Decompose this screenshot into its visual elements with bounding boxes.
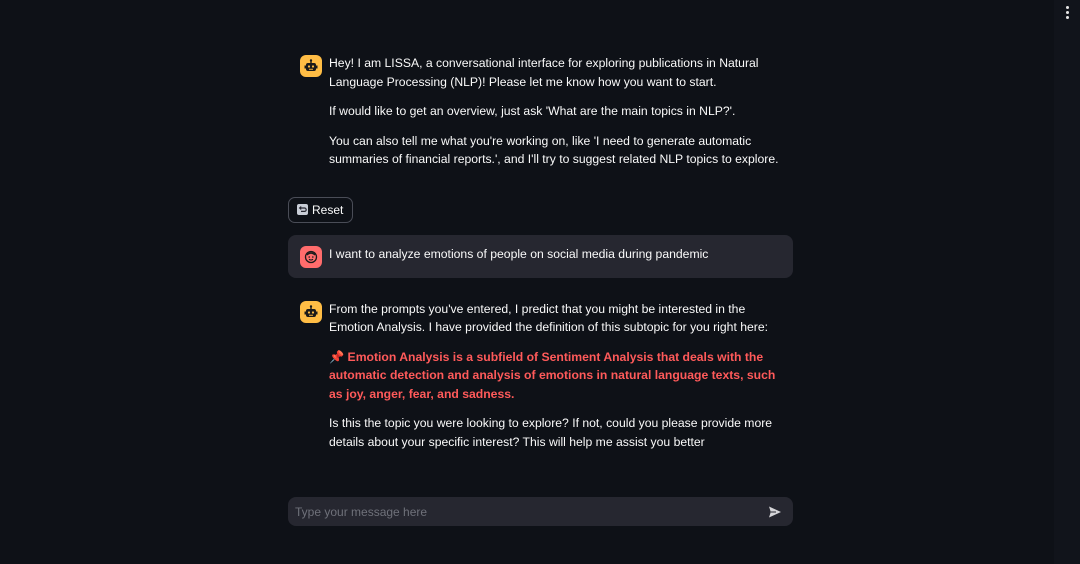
reset-label: Reset (312, 202, 344, 217)
assistant-message (288, 44, 793, 179)
robot-icon (300, 301, 322, 323)
message-content (329, 54, 781, 169)
reset-button[interactable] (288, 197, 353, 223)
message-followup: Is this the topic you were looking to explore? If not, could you please provide more details about your specific interest? This will help me assist you better (329, 416, 773, 449)
message-paragraph: You can also tell me what you're working on, like 'I need to generate automatic summaries of financial reports.', and I'll try to suggest related NLP topics to explore. (329, 133, 779, 166)
chat-input-bar (288, 497, 793, 526)
robot-icon (300, 55, 322, 77)
message-content (329, 245, 781, 264)
message-paragraph: Hey! I am LISSA, a conversational interface for exploring publications in Natural Language Processing (NLP)! Please let me know how you want to start. (329, 56, 759, 89)
topic-definition: 📌 Emotion Analysis is a subfield of Sentiment Analysis that deals with the automatic detection and analysis of emotions in natural language texts, such as joy, anger, fear, and sadness. (329, 349, 776, 401)
message-intro: From the prompts you've entered, I predict that you might be interested in the Emotion Analysis. I have provided the definition of this subtopic for you right here: (329, 301, 768, 334)
send-icon (768, 505, 782, 519)
smiley-icon (300, 246, 322, 268)
user-message (288, 235, 793, 278)
assistant-message (288, 290, 793, 462)
reset-icon (297, 204, 308, 215)
right-gutter (1054, 0, 1080, 564)
message-text: I want to analyze emotions of people on social media during pandemic (329, 246, 709, 261)
chat-container (288, 44, 793, 461)
main-menu-button[interactable] (1058, 4, 1076, 20)
message-content (329, 300, 781, 452)
send-button[interactable] (761, 498, 789, 526)
kebab-menu-icon (1066, 6, 1069, 19)
chat-input[interactable] (288, 496, 761, 527)
message-paragraph: If would like to get an overview, just ask 'What are the main topics in NLP?'. (329, 104, 736, 118)
